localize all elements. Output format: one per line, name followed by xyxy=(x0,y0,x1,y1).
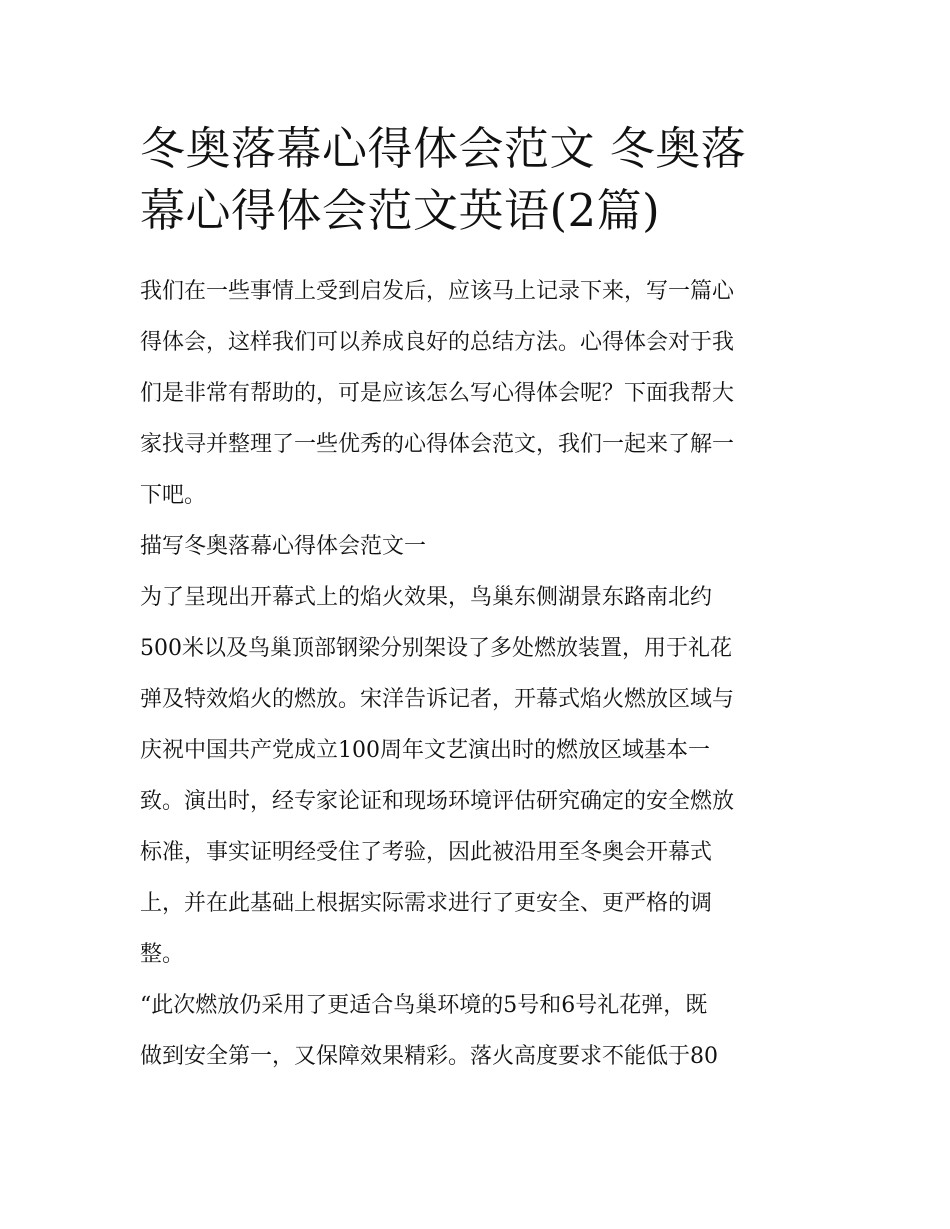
text-line: 致。演出时，经专家论证和现场环境评估研究确定的安全燃放 xyxy=(140,789,735,814)
text-line: 得体会，这样我们可以养成良好的总结方法。心得体会对于我 xyxy=(140,330,735,355)
text-line: 整。 xyxy=(140,942,185,967)
text-line: 做到安全第一，又保障效果精彩。落火高度要求不能低于80 xyxy=(140,1044,718,1069)
text-line: 我们在一些事情上受到启发后，应该马上记录下来，写一篇心 xyxy=(140,279,735,304)
intro-paragraph xyxy=(140,266,812,521)
text-line: 为了呈现出开幕式上的焰火效果，鸟巢东侧湖景东路南北约 xyxy=(140,585,713,610)
text-line: “此次燃放仍采用了更适合鸟巢环境的5号和6号礼花弹，既 xyxy=(140,993,708,1018)
body-paragraph-1 xyxy=(140,572,812,980)
text-line: 庆祝中国共产党成立100周年文艺演出时的燃放区域基本一 xyxy=(140,738,710,763)
document-body xyxy=(140,266,812,1082)
text-line: 家找寻并整理了一些优秀的心得体会范文，我们一起来了解一 xyxy=(140,432,735,457)
text-line: 描写冬奥落幕心得体会范文一 xyxy=(140,534,427,559)
text-line: 500米以及鸟巢顶部钢梁分别架设了多处燃放装置，用于礼花 xyxy=(140,636,732,661)
text-line: 上，并在此基础上根据实际需求进行了更安全、更严格的调 xyxy=(140,891,713,916)
section-heading xyxy=(140,521,812,572)
document-content xyxy=(140,118,812,1082)
text-line: 弹及特效焰火的燃放。宋洋告诉记者，开幕式焰火燃放区域与 xyxy=(140,687,735,712)
body-paragraph-2 xyxy=(140,980,812,1082)
title-line: 冬奥落幕心得体会范文 冬奥落 xyxy=(140,122,747,175)
title-line: 幕心得体会范文英语(2篇) xyxy=(140,184,661,237)
document-title xyxy=(140,118,812,242)
text-line: 们是非常有帮助的，可是应该怎么写心得体会呢？下面我帮大 xyxy=(140,381,735,406)
text-line: 标准，事实证明经受住了考验，因此被沿用至冬奥会开幕式 xyxy=(140,840,713,865)
text-line: 下吧。 xyxy=(140,483,207,508)
